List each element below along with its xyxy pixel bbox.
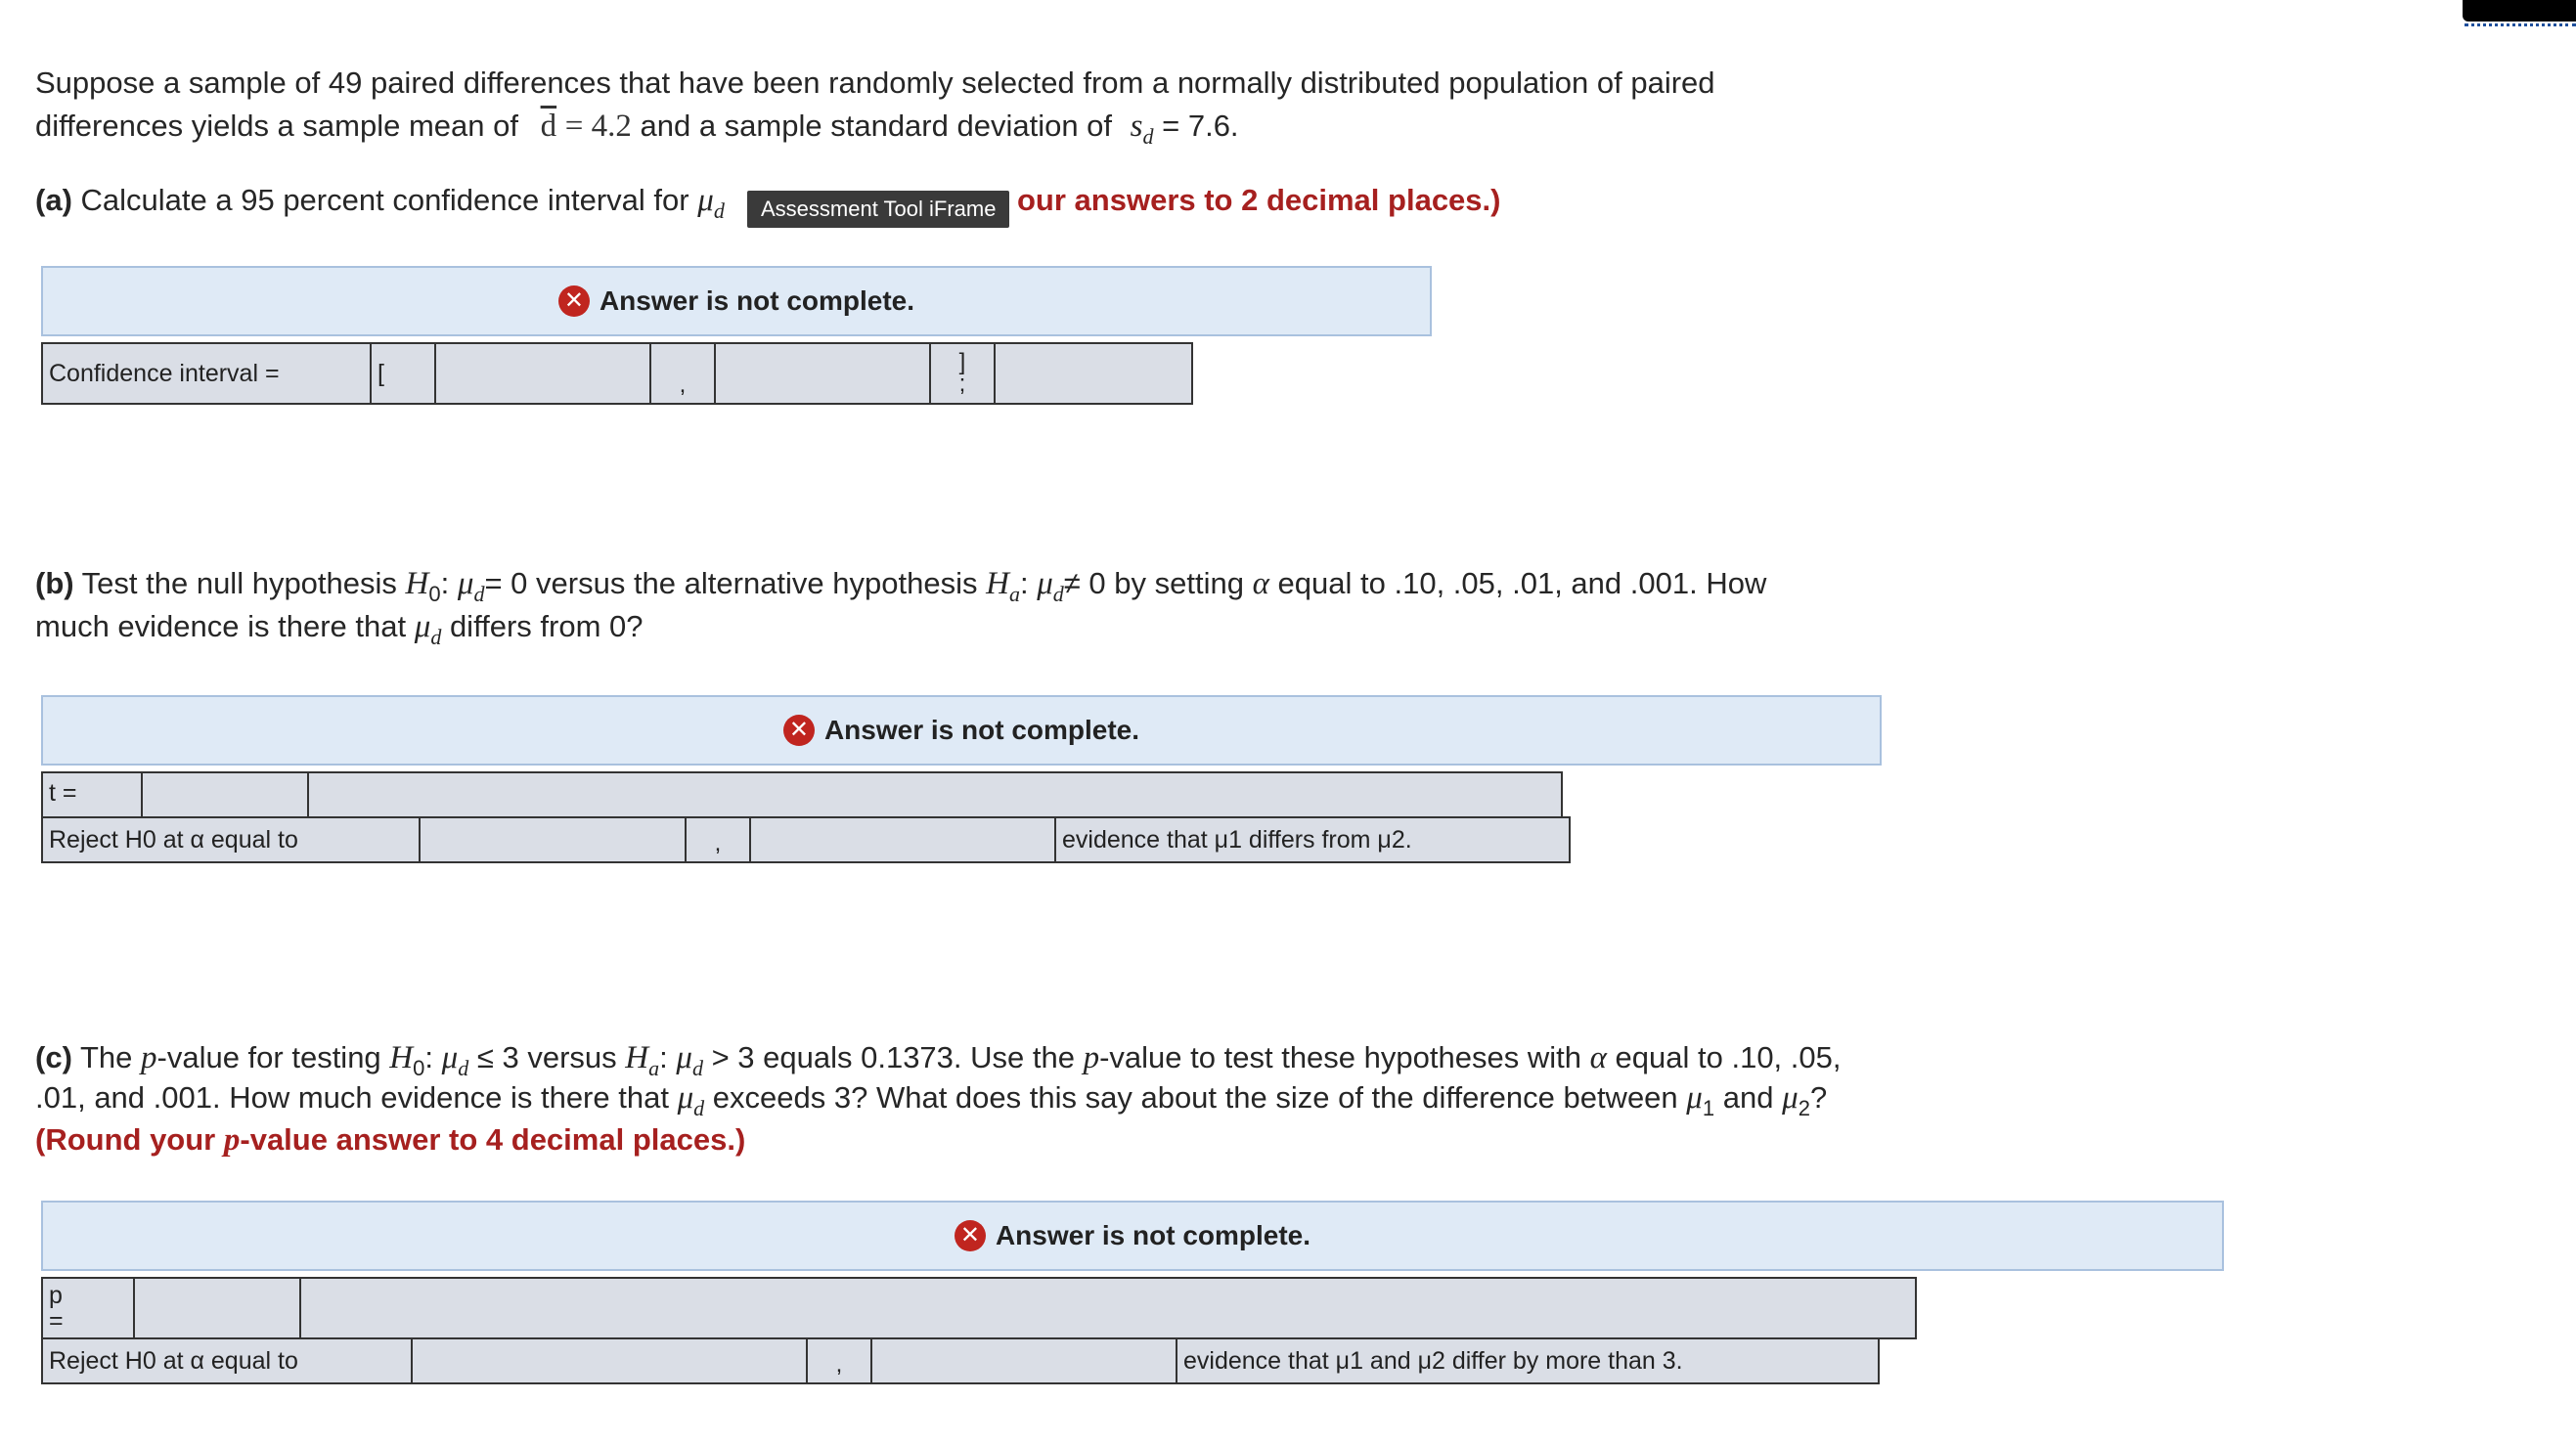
- part-c-round-note: (Round your p-value answer to 4 decimal places.): [35, 1122, 746, 1158]
- t-value-input[interactable]: [141, 771, 309, 818]
- evidence-level-input-c[interactable]: [870, 1337, 1177, 1384]
- part-b-question-line-2: much evidence is there that $\mu_d$ differs from 0?: [35, 609, 644, 649]
- evidence-text-b: evidence that μ1 differs from μ2.: [1054, 816, 1571, 863]
- iframe-tooltip: Assessment Tool iFrame: [747, 191, 1009, 228]
- ci-lower-input[interactable]: [434, 342, 651, 405]
- close-bracket-cell: ] ;: [929, 342, 996, 405]
- t-label: t =: [41, 771, 143, 818]
- part-c-status-banner: ✕ Answer is not complete.: [41, 1201, 2224, 1271]
- part-c-reject-row: [41, 1337, 1880, 1384]
- p-value-input[interactable]: [133, 1277, 301, 1339]
- error-x-icon: ✕: [558, 285, 590, 317]
- focus-outline: [2465, 23, 2576, 26]
- intro-line-2: differences yields a sample mean of $\overline{d} = 4.2$ and a sample standard deviation of $s_d = 7.6$.: [35, 109, 1239, 149]
- part-a-question: (a) Calculate a 95 percent confidence interval for $\mu_d$: [35, 183, 725, 223]
- error-x-icon: ✕: [955, 1220, 986, 1251]
- part-c-p-row: [41, 1277, 1917, 1339]
- part-b-reject-row: [41, 816, 1571, 863]
- part-a-answer-row: [41, 342, 1193, 405]
- reject-comma-c: ,: [806, 1337, 872, 1384]
- part-a-round-note: our answers to 2 decimal places.): [1017, 183, 1501, 217]
- reject-label-c: Reject H0 at α equal to: [41, 1337, 413, 1384]
- part-c-question-line-1: (c) The p-value for testing $H_0$: $\mu_d \le 3$ versus $H_a$: $\mu_d > 3$ equals 0.1373. Use the p-value to test these hypotheses with α equal to .10, .05,: [35, 1040, 1842, 1080]
- ci-comma: ,: [649, 342, 716, 405]
- part-b-status-banner: ✕ Answer is not complete.: [41, 695, 1882, 766]
- intro-line-1: Suppose a sample of 49 paired differences that have been randomly selected from a normally distributed population of paired: [35, 66, 1715, 100]
- part-b-t-row: [41, 771, 1563, 818]
- p-label: p =: [41, 1277, 135, 1339]
- part-c-question-line-2: .01, and .001. How much evidence is there that $\mu_d$ exceeds 3? What does this say about the size of the difference between $\mu_1$ and $\mu_2$?: [35, 1080, 1828, 1120]
- part-b-question-line-1: (b) Test the null hypothesis $H_0$: $\mu_d= 0$ versus the alternative hypothesis $H_a$: $\mu_d\ne 0$ by setting α equal to .10, .05, .01, and .001. How: [35, 566, 1767, 606]
- reject-alpha-input-c[interactable]: [411, 1337, 808, 1384]
- ci-label: Confidence interval =: [41, 342, 372, 405]
- evidence-text-c: evidence that μ1 and μ2 differ by more than 3.: [1176, 1337, 1880, 1384]
- ci-extra-input[interactable]: [994, 342, 1193, 405]
- reject-label-b: Reject H0 at α equal to: [41, 816, 421, 863]
- evidence-level-input-b[interactable]: [749, 816, 1056, 863]
- open-bracket: [: [370, 342, 436, 405]
- reject-alpha-input-b[interactable]: [419, 816, 687, 863]
- reject-comma-b: ,: [685, 816, 751, 863]
- part-a-status-banner: ✕ Answer is not complete.: [41, 266, 1432, 336]
- dbar-symbol: $\overline{d}$: [540, 109, 557, 144]
- ci-upper-input[interactable]: [714, 342, 931, 405]
- p-row-filler: [299, 1277, 1917, 1339]
- top-right-button[interactable]: [2463, 0, 2576, 22]
- t-row-filler: [307, 771, 1563, 818]
- error-x-icon: ✕: [783, 715, 815, 746]
